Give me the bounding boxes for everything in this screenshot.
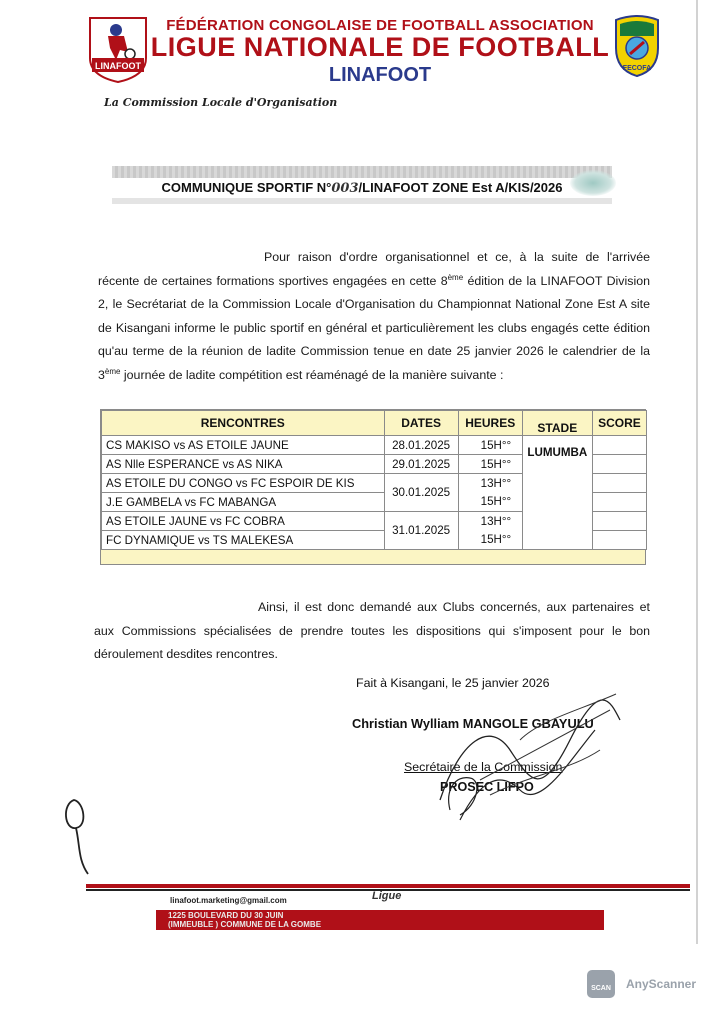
fecofa-logo-text: FECOFA [622,65,652,72]
edition-superscript: ème [447,272,464,282]
score-cell [592,455,646,474]
score-cell [592,436,646,455]
title-number: 003 [331,181,359,196]
address-line-1: 1225 BOULEVARD DU 30 JUIN [168,911,284,920]
header-score: SCORE [592,411,646,436]
league-name: LIGUE NATIONALE DE FOOTBALL [150,32,610,62]
scan-badge-icon: SCAN [587,970,615,998]
footer-brand: Ligue [372,890,402,902]
address-line-2: (IMMEUBLE ) COMMUNE DE LA GOMBE [168,920,322,929]
match-cell: AS Nlle ESPERANCE vs AS NIKA [102,455,385,474]
title-suffix: /LINAFOOT ZONE Est A/KIS/2026 [358,180,563,195]
stade-cell: LUMUMBA [522,436,592,550]
time-cell: 15H°° [458,493,522,512]
intro-text-c: journée de ladite compétition est réaménagé de la manière suivante : [120,367,504,382]
table-header-row [102,411,647,436]
date-cell: 31.01.2025 [384,512,458,550]
footer-email: linafoot.marketing@gmail.com [170,896,287,905]
time-cell: 15H°° [458,436,522,455]
scanner-watermark: AnyScanner [626,977,697,991]
time-cell: 15H°° [458,531,522,550]
footer-red-rule [86,884,690,888]
intro-text-a: Pour raison d'ordre organisationnel et ce, à la suite de l'arrivée récente de certaines formations sportives engagées en cette 8 [98,250,650,288]
score-cell [592,493,646,512]
header-rencontres: RENCONTRES [102,411,385,436]
date-cell: 30.01.2025 [384,474,458,512]
league-short: LINAFOOT [328,64,432,86]
signer-name: Christian Wylliam MANGOLE GBAYULU [352,716,594,731]
communique-title [112,180,612,196]
linafoot-logo [86,14,150,84]
place-date: Fait à Kisangani, le 25 janvier 2026 [356,676,550,690]
commission-signature-line: La Commission Locale d'Organisation [104,96,338,109]
closing-paragraph: Ainsi, il est donc demandé aux Clubs concernés, aux partenaires et aux Commissions spécialisées de prendre toutes les dispositions qui s'imposent pour le bon déroulement desdites rencontres. [94,600,650,662]
time-cell: 15H°° [458,455,522,474]
table-row [102,436,647,455]
page-edge [696,0,698,944]
linafoot-logo-text: LINAFOOT [95,61,141,71]
score-cell [592,474,646,493]
initials-mark [54,790,114,880]
title-band [112,166,612,178]
fecofa-logo [606,14,668,78]
match-cell: J.E GAMBELA vs FC MABANGA [102,493,385,512]
footer-address [156,910,604,930]
schedule-table-container [100,409,646,565]
title-prefix: COMMUNIQUE SPORTIF N° [161,180,332,195]
schedule-table [101,410,647,550]
match-cell: FC DYNAMIQUE vs TS MALEKESA [102,531,385,550]
header-stade: STADE [522,411,592,436]
federation-name: FÉDÉRATION CONGOLAISE DE FOOTBALL ASSOCIATION [166,17,594,34]
signer-role: Secrétaire de la Commission [404,760,563,774]
time-cell: 13H°° [458,474,522,493]
intro-text-b: édition de la LINAFOOT Division 2, le Secrétariat de la Commission Locale d'Organisation du Championnat National Zone Est A site de Kisangani informe le public sportif en général et particulièrement les clubs engagés cette édition qu'au terme de la réunion de ladite Commission tenue en date 25 janvier 2026 le calendrier de la 3 [98,273,650,382]
match-cell: CS MAKISO vs AS ETOILE JAUNE [102,436,385,455]
intro-paragraph [98,246,650,388]
score-cell [592,512,646,531]
match-cell: AS ETOILE DU CONGO vs FC ESPOIR DE KIS [102,474,385,493]
date-cell: 29.01.2025 [384,455,458,474]
time-cell: 13H°° [458,512,522,531]
handwritten-signature [420,680,640,840]
journee-superscript: ème [104,366,121,376]
title-band-shadow [112,198,612,204]
header-heures: HEURES [458,411,522,436]
date-cell: 28.01.2025 [384,436,458,455]
header-dates: DATES [384,411,458,436]
score-cell [592,531,646,550]
signer-title: PROSEC LIFPO [440,780,534,794]
match-cell: AS ETOILE JAUNE vs FC COBRA [102,512,385,531]
